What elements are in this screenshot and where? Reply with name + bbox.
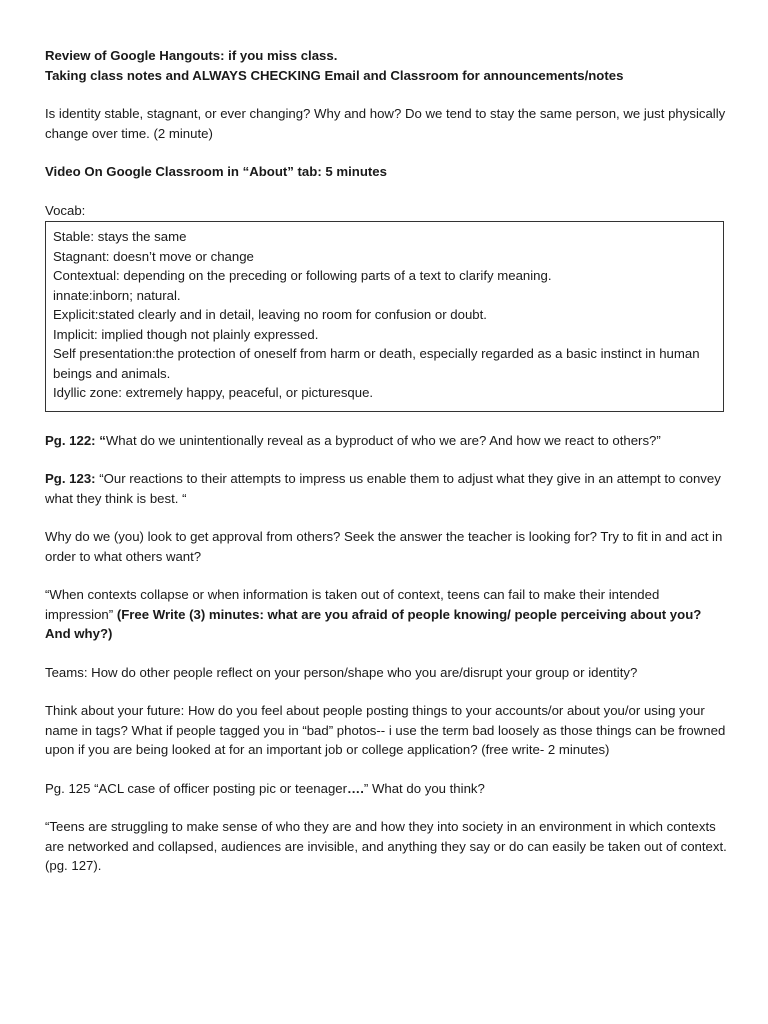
teams-question: Teams: How do other people reflect on your person/shape who you are/disrupt your group or identity? <box>45 664 638 680</box>
identity-question: Is identity stable, stagnant, or ever changing? Why and how? Do we tend to stay the same person, we just physically change over time. (2 minute) <box>45 106 726 141</box>
pg125-tail: ” What do you think? <box>363 780 485 796</box>
vocab-item: Implicit: implied though not plainly expressed. <box>53 326 319 342</box>
pg122-ref: Pg. 122: “ <box>45 432 106 448</box>
pg125-ellipsis: …. <box>347 780 364 796</box>
pg123-paragraph <box>45 469 730 508</box>
pg125-text: Pg. 125 “ACL case of officer posting pic or teenager <box>45 780 348 796</box>
future-question: Think about your future: How do you feel about people posting things to your accounts/or about you/or using your name in tags? What if people tagged you in “bad” photos-- i use the term bad loosely as those things can be frowned upon if you are being looked at for an important job or college application? (free write- 2 minutes) <box>45 703 726 757</box>
contexts-collapse-paragraph <box>45 585 730 644</box>
vocab-item: Stable: stays the same <box>53 229 187 244</box>
pg127-quote: “Teens are struggling to make sense of who they are and how they into society in an environment in which contexts are networked and collapsed, audiences are invisible, and anything they say or do can easily be taken out of context. (pg. 127). <box>45 819 727 873</box>
contexts-collapse-quote: “When contexts collapse or when information is taken out of context, teens can fail to make their intended impression” <box>45 587 660 622</box>
pg123-text: “Our reactions to their attempts to impress us enable them to adjust what they give in an attempt to convey what they think is best. “ <box>45 471 721 506</box>
vocab-item: Idyllic zone: extremely happy, peaceful, or picturesque. <box>53 385 374 400</box>
free-write-prompt: (Free Write (3) minutes: what are you afraid of people knowing/ people perceiving about you? And why?) <box>45 606 702 641</box>
pg122-paragraph <box>45 431 730 451</box>
video-note: Video On Google Classroom in “About” tab: 5 minutes <box>45 164 387 179</box>
pg123-ref: Pg. 123: <box>45 471 96 486</box>
header-line-2: Taking class notes and ALWAYS CHECKING Email and Classroom for announcements/notes <box>45 67 624 83</box>
vocab-item: Contextual: depending on the preceding or following parts of a text to clarify meaning. <box>53 268 552 283</box>
vocab-item: innate:inborn; natural. <box>53 287 181 303</box>
header-block <box>45 46 730 85</box>
document-page <box>45 46 730 895</box>
vocab-item: Explicit:stated clearly and in detail, leaving no room for confusion or doubt. <box>53 307 487 322</box>
header-line-1: Review of Google Hangouts: if you miss class. <box>45 48 338 63</box>
vocab-item: Stagnant: doesn’t move or change <box>53 248 254 264</box>
vocab-item: Self presentation:the protection of oneself from harm or death, especially regarded as a basic instinct in human beings and animals. <box>53 346 700 381</box>
pg122-text: What do we unintentionally reveal as a byproduct of who we are? And how we react to others?” <box>105 432 661 448</box>
vocab-label: Vocab: <box>45 202 86 218</box>
approval-question: Why do we (you) look to get approval from others? Seek the answer the teacher is looking for? Try to fit in and act in order to what others want? <box>45 529 723 564</box>
pg125-paragraph <box>45 779 730 799</box>
vocab-box <box>45 221 724 412</box>
